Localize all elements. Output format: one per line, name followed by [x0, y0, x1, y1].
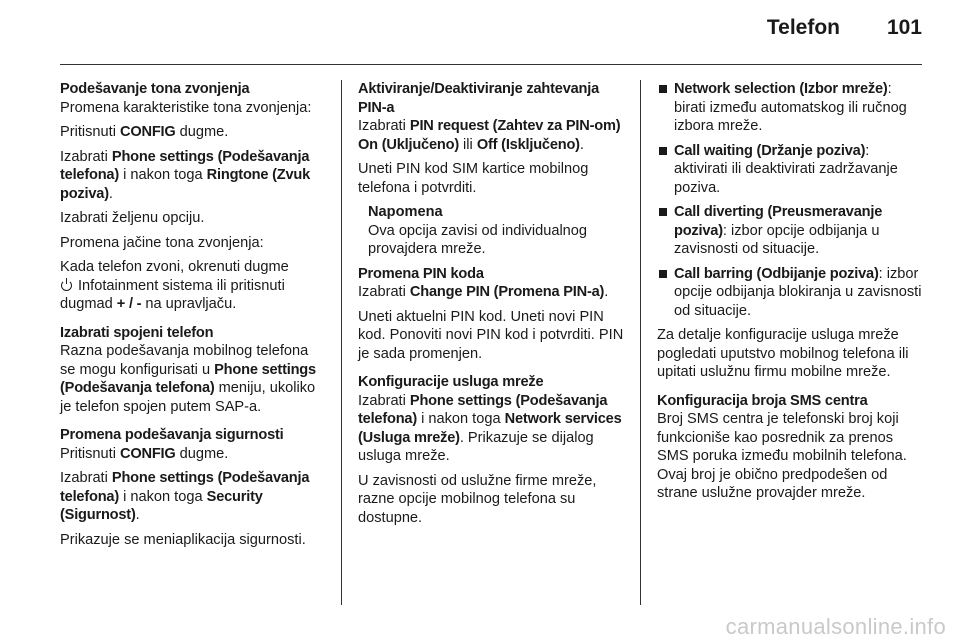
- paragraph: Izabrati PIN request (Zahtev za PIN-om) On (Uključeno) ili Off (Isključeno).: [358, 118, 621, 153]
- column-left: [60, 80, 326, 555]
- paragraph: Izabrati Phone settings (Podešavanja telefona) i nakon toga Network services (Usluga mreže). Prikazuje se dijalog usluga mreže.: [358, 392, 622, 464]
- page-header: [60, 0, 922, 65]
- paragraph: Razna podešavanja mobilnog telefona se mogu konfigurisati u Phone settings (Podešavanja telefona) meniju, ukoliko je telefon spojen putem SAP-a.: [60, 343, 316, 415]
- paragraph: Izabrati željenu opciju.: [60, 210, 205, 226]
- column-divider: [640, 80, 641, 605]
- paragraph: U zavisnosti od uslužne firme mreže, razne opcije mobilnog telefona su dostupne.: [358, 472, 597, 526]
- bullet-square-icon: [659, 208, 667, 216]
- watermark: carmanualsonline.info: [725, 614, 946, 639]
- bullet-square-icon: [659, 85, 667, 93]
- paragraph: Broj SMS centra je telefonski broj koji funkcioniše kao posrednik za prenos SMS poruka između mobilnih telefona. Ovaj broj je obično predpodešen od strane uslužne provajder mreže.: [657, 411, 907, 501]
- section-title: Promena podešavanja sigurnosti: [60, 427, 284, 443]
- column-divider: [341, 80, 342, 605]
- paragraph: Prikazuje se meniaplikacija sigurnosti.: [60, 531, 306, 548]
- power-knob-icon: [61, 280, 72, 291]
- paragraph: Pritisnuti CONFIG dugme.: [60, 124, 229, 140]
- section-title: Konfiguracija broja SMS centra: [657, 392, 868, 409]
- note-title: Napomena: [368, 204, 443, 220]
- section-title: Promena PIN koda: [358, 265, 484, 282]
- note-box: [368, 203, 624, 259]
- paragraph: Uneti PIN kod SIM kartice mobilnog telefona i potvrditi.: [358, 161, 589, 196]
- column-right: [657, 80, 923, 509]
- note-text: Ova opcija zavisi od individualnog provajdera mreže.: [368, 222, 588, 257]
- paragraph: Izabrati Phone settings (Podešavanja telefona) i nakon toga Security (Sigurnost).: [60, 470, 310, 523]
- paragraph: Izabrati Change PIN (Promena PIN-a).: [358, 284, 609, 300]
- section-title: Izabrati spojeni telefon: [60, 324, 214, 341]
- paragraph: Promena karakteristike tona zvonjenja:: [60, 99, 312, 116]
- page-number: 101: [886, 16, 922, 39]
- section-title: Konfiguracije usluga mreže: [358, 374, 544, 390]
- paragraph: Uneti aktuelni PIN kod. Uneti novi PIN kod. Ponoviti novi PIN kod i potvrditi. PIN je sada promenjen.: [358, 308, 624, 362]
- bullet-square-icon: [659, 147, 667, 155]
- paragraph: Za detalje konfiguracije usluga mreže pogledati uputstvo mobilnog telefona ili upitati uslužnu firmu mobilne mreže.: [657, 327, 909, 380]
- section-title: Podešavanje tona zvonjenja: [60, 81, 250, 97]
- list-item: Call barring (Odbijanje poziva): izbor opcije odbijanja blokiranja u zavisnosti od situacije.: [657, 265, 923, 321]
- list-item: Network selection (Izbor mreže): birati između automatskog ili ručnog izbora mreže.: [657, 80, 923, 136]
- list-item: Call diverting (Preusmeravanje poziva): izbor opcije odbijanja u zavisnosti od situacije.: [657, 203, 923, 259]
- paragraph: Kada telefon zvoni, okrenuti dugme Infotainment sistema ili pritisnuti dugmad + / - na upravljaču.: [60, 259, 289, 312]
- paragraph: Promena jačine tona zvonjenja:: [60, 234, 264, 251]
- list-item: Call waiting (Držanje poziva): aktivirati ili deaktivirati zadržavanje poziva.: [657, 142, 923, 198]
- bullet-square-icon: [659, 270, 667, 278]
- section-title: Aktiviranje/Deaktiviranje zahtevanja PIN-a: [358, 81, 600, 116]
- column-middle: [358, 80, 624, 533]
- paragraph: Pritisnuti CONFIG dugme.: [60, 445, 229, 462]
- paragraph: Izabrati Phone settings (Podešavanja telefona) i nakon toga Ringtone (Zvuk poziva).: [60, 148, 311, 202]
- page-title: Telefon: [766, 16, 840, 39]
